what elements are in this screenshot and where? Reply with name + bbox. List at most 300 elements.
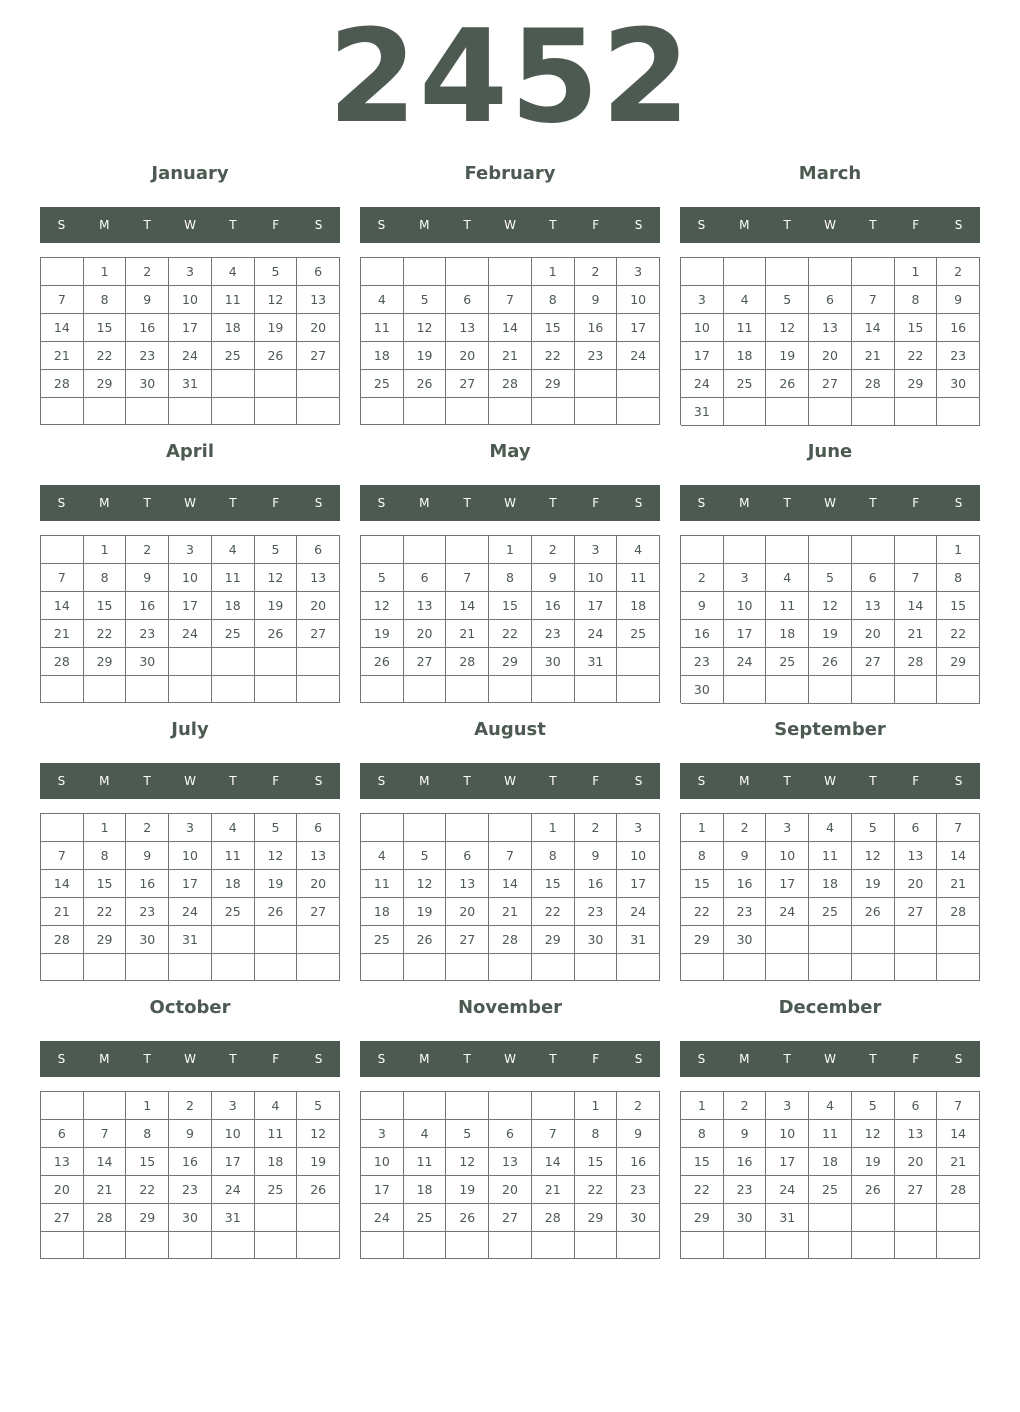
day-cell: 21 bbox=[446, 620, 489, 648]
weekday-label: S bbox=[954, 1052, 963, 1066]
day-cell: 2 bbox=[724, 1092, 767, 1120]
empty-day-cell bbox=[126, 676, 169, 703]
weekday-label: S bbox=[314, 496, 323, 510]
weekday-header bbox=[40, 207, 340, 243]
empty-day-cell bbox=[361, 258, 404, 286]
day-cell: 22 bbox=[84, 342, 127, 370]
empty-day-cell bbox=[169, 1232, 212, 1259]
day-cell: 20 bbox=[446, 898, 489, 926]
weekday-header bbox=[360, 763, 660, 799]
empty-day-cell bbox=[852, 536, 895, 564]
weekday-label: T bbox=[143, 774, 151, 788]
day-cell: 6 bbox=[41, 1120, 84, 1148]
weekday-label: F bbox=[912, 1052, 920, 1066]
empty-day-cell bbox=[895, 954, 938, 981]
day-cell: 28 bbox=[41, 648, 84, 676]
day-grid bbox=[40, 1091, 340, 1259]
month-name: January bbox=[151, 163, 229, 184]
month-april bbox=[40, 434, 340, 704]
day-cell: 20 bbox=[852, 620, 895, 648]
day-cell: 25 bbox=[809, 898, 852, 926]
day-cell: 21 bbox=[937, 1148, 980, 1176]
day-cell: 22 bbox=[575, 1176, 618, 1204]
day-cell: 6 bbox=[895, 814, 938, 842]
day-cell: 10 bbox=[766, 1120, 809, 1148]
empty-day-cell bbox=[809, 1204, 852, 1232]
empty-day-cell bbox=[766, 676, 809, 704]
day-cell: 10 bbox=[212, 1120, 255, 1148]
empty-day-cell bbox=[766, 536, 809, 564]
month-name: February bbox=[464, 163, 556, 184]
day-cell: 23 bbox=[681, 648, 724, 676]
weekday-label: T bbox=[869, 496, 877, 510]
empty-day-cell bbox=[361, 814, 404, 842]
day-cell: 8 bbox=[532, 286, 575, 314]
weekday-label: T bbox=[783, 218, 791, 232]
day-cell: 26 bbox=[446, 1204, 489, 1232]
empty-day-cell bbox=[169, 676, 212, 703]
day-cell: 3 bbox=[681, 286, 724, 314]
day-cell: 29 bbox=[681, 1204, 724, 1232]
day-cell: 17 bbox=[169, 314, 212, 342]
day-cell: 8 bbox=[681, 842, 724, 870]
weekday-label: T bbox=[143, 218, 151, 232]
day-cell: 23 bbox=[126, 898, 169, 926]
empty-day-cell bbox=[297, 926, 340, 954]
day-cell: 29 bbox=[575, 1204, 618, 1232]
day-cell: 4 bbox=[212, 814, 255, 842]
day-cell: 25 bbox=[212, 620, 255, 648]
weekday-label: F bbox=[272, 496, 280, 510]
day-cell: 28 bbox=[532, 1204, 575, 1232]
empty-day-cell bbox=[937, 1232, 980, 1259]
weekday-label: S bbox=[697, 218, 706, 232]
empty-day-cell bbox=[681, 536, 724, 564]
day-cell: 19 bbox=[361, 620, 404, 648]
day-cell: 4 bbox=[361, 286, 404, 314]
day-cell: 27 bbox=[41, 1204, 84, 1232]
empty-day-cell bbox=[361, 676, 404, 703]
weekday-label: T bbox=[783, 774, 791, 788]
day-cell: 9 bbox=[724, 842, 767, 870]
day-cell: 30 bbox=[126, 926, 169, 954]
day-cell: 17 bbox=[681, 342, 724, 370]
empty-day-cell bbox=[41, 398, 84, 425]
weekday-header bbox=[40, 485, 340, 521]
day-cell: 7 bbox=[41, 286, 84, 314]
day-cell: 6 bbox=[297, 814, 340, 842]
weekday-label: W bbox=[504, 774, 516, 788]
day-cell: 16 bbox=[724, 870, 767, 898]
day-cell: 29 bbox=[681, 926, 724, 954]
day-cell: 25 bbox=[361, 370, 404, 398]
day-cell: 15 bbox=[532, 870, 575, 898]
day-cell: 27 bbox=[895, 898, 938, 926]
empty-day-cell bbox=[575, 954, 618, 981]
day-cell: 20 bbox=[297, 314, 340, 342]
day-cell: 10 bbox=[617, 286, 660, 314]
empty-day-cell bbox=[446, 954, 489, 981]
weekday-header bbox=[40, 1041, 340, 1077]
day-cell: 16 bbox=[575, 314, 618, 342]
day-cell: 21 bbox=[41, 898, 84, 926]
day-grid bbox=[360, 813, 660, 981]
month-may bbox=[360, 434, 660, 704]
day-cell: 19 bbox=[852, 870, 895, 898]
day-cell: 27 bbox=[489, 1204, 532, 1232]
empty-day-cell bbox=[532, 1092, 575, 1120]
empty-day-cell bbox=[895, 398, 938, 426]
day-cell: 7 bbox=[852, 286, 895, 314]
day-cell: 12 bbox=[255, 564, 298, 592]
day-cell: 21 bbox=[41, 620, 84, 648]
month-name: November bbox=[457, 997, 563, 1018]
weekday-label: S bbox=[377, 774, 386, 788]
day-cell: 23 bbox=[937, 342, 980, 370]
day-cell: 28 bbox=[41, 370, 84, 398]
day-cell: 25 bbox=[212, 898, 255, 926]
day-cell: 1 bbox=[681, 814, 724, 842]
day-cell: 24 bbox=[169, 342, 212, 370]
empty-day-cell bbox=[404, 954, 447, 981]
empty-day-cell bbox=[489, 814, 532, 842]
day-cell: 9 bbox=[126, 564, 169, 592]
empty-day-cell bbox=[895, 676, 938, 704]
day-cell: 21 bbox=[852, 342, 895, 370]
weekday-label: M bbox=[419, 1052, 430, 1066]
day-cell: 8 bbox=[895, 286, 938, 314]
weekday-label: S bbox=[634, 774, 643, 788]
day-cell: 5 bbox=[255, 814, 298, 842]
day-cell: 2 bbox=[937, 258, 980, 286]
day-cell: 14 bbox=[489, 870, 532, 898]
day-grid bbox=[360, 535, 660, 703]
day-cell: 2 bbox=[724, 814, 767, 842]
day-cell: 23 bbox=[532, 620, 575, 648]
day-cell: 30 bbox=[126, 370, 169, 398]
day-cell: 11 bbox=[404, 1148, 447, 1176]
day-cell: 14 bbox=[532, 1148, 575, 1176]
day-cell: 18 bbox=[809, 1148, 852, 1176]
month-september bbox=[680, 712, 980, 982]
weekday-label: F bbox=[272, 218, 280, 232]
day-cell: 27 bbox=[852, 648, 895, 676]
month-name: October bbox=[149, 997, 231, 1018]
day-cell: 3 bbox=[169, 814, 212, 842]
day-cell: 10 bbox=[575, 564, 618, 592]
empty-day-cell bbox=[212, 1232, 255, 1259]
empty-day-cell bbox=[895, 926, 938, 954]
day-cell: 24 bbox=[681, 370, 724, 398]
empty-day-cell bbox=[575, 370, 618, 398]
day-cell: 6 bbox=[446, 286, 489, 314]
empty-day-cell bbox=[255, 370, 298, 398]
empty-day-cell bbox=[169, 648, 212, 676]
month-december bbox=[680, 990, 980, 1260]
empty-day-cell bbox=[255, 954, 298, 981]
empty-day-cell bbox=[212, 370, 255, 398]
day-cell: 18 bbox=[255, 1148, 298, 1176]
day-cell: 1 bbox=[895, 258, 938, 286]
day-cell: 5 bbox=[852, 814, 895, 842]
empty-day-cell bbox=[852, 258, 895, 286]
day-cell: 26 bbox=[809, 648, 852, 676]
day-cell: 21 bbox=[84, 1176, 127, 1204]
month-january bbox=[40, 156, 340, 426]
weekday-label: M bbox=[739, 774, 750, 788]
day-cell: 4 bbox=[724, 286, 767, 314]
weekday-label: T bbox=[549, 218, 557, 232]
day-cell: 28 bbox=[41, 926, 84, 954]
day-cell: 20 bbox=[297, 592, 340, 620]
month-name: June bbox=[807, 441, 853, 462]
day-grid bbox=[40, 535, 340, 703]
day-cell: 6 bbox=[895, 1092, 938, 1120]
day-cell: 16 bbox=[126, 592, 169, 620]
month-march bbox=[680, 156, 980, 426]
empty-day-cell bbox=[169, 398, 212, 425]
day-cell: 24 bbox=[766, 898, 809, 926]
day-grid bbox=[40, 813, 340, 981]
day-cell: 11 bbox=[361, 314, 404, 342]
day-cell: 8 bbox=[937, 564, 980, 592]
day-cell: 3 bbox=[617, 814, 660, 842]
empty-day-cell bbox=[84, 1092, 127, 1120]
month-name: July bbox=[171, 719, 209, 740]
day-cell: 17 bbox=[617, 314, 660, 342]
day-cell: 3 bbox=[361, 1120, 404, 1148]
weekday-label: T bbox=[463, 218, 471, 232]
day-cell: 20 bbox=[297, 870, 340, 898]
day-cell: 17 bbox=[766, 1148, 809, 1176]
day-cell: 20 bbox=[895, 870, 938, 898]
empty-day-cell bbox=[404, 258, 447, 286]
day-cell: 7 bbox=[895, 564, 938, 592]
day-cell: 29 bbox=[84, 370, 127, 398]
day-cell: 18 bbox=[212, 592, 255, 620]
day-cell: 11 bbox=[617, 564, 660, 592]
empty-day-cell bbox=[41, 954, 84, 981]
day-cell: 4 bbox=[212, 258, 255, 286]
day-cell: 8 bbox=[84, 286, 127, 314]
day-grid bbox=[360, 1091, 660, 1259]
month-name: December bbox=[778, 997, 882, 1018]
day-cell: 14 bbox=[937, 1120, 980, 1148]
weekday-label: S bbox=[634, 1052, 643, 1066]
weekday-label: F bbox=[592, 496, 600, 510]
day-cell: 13 bbox=[41, 1148, 84, 1176]
day-cell: 16 bbox=[532, 592, 575, 620]
day-cell: 23 bbox=[617, 1176, 660, 1204]
day-cell: 30 bbox=[681, 676, 724, 704]
day-cell: 14 bbox=[84, 1148, 127, 1176]
weekday-label: W bbox=[184, 218, 196, 232]
empty-day-cell bbox=[212, 676, 255, 703]
month-july bbox=[40, 712, 340, 982]
day-cell: 4 bbox=[809, 1092, 852, 1120]
weekday-label: S bbox=[954, 774, 963, 788]
weekday-label: S bbox=[57, 218, 66, 232]
month-november bbox=[360, 990, 660, 1260]
day-cell: 12 bbox=[809, 592, 852, 620]
weekday-label: S bbox=[634, 496, 643, 510]
weekday-label: M bbox=[99, 496, 110, 510]
weekday-label: T bbox=[549, 496, 557, 510]
day-cell: 29 bbox=[489, 648, 532, 676]
day-cell: 3 bbox=[766, 1092, 809, 1120]
day-cell: 22 bbox=[681, 898, 724, 926]
day-cell: 17 bbox=[361, 1176, 404, 1204]
day-cell: 19 bbox=[297, 1148, 340, 1176]
day-cell: 5 bbox=[404, 286, 447, 314]
month-june bbox=[680, 434, 980, 704]
empty-day-cell bbox=[446, 398, 489, 425]
empty-day-cell bbox=[937, 926, 980, 954]
day-cell: 5 bbox=[852, 1092, 895, 1120]
day-cell: 17 bbox=[617, 870, 660, 898]
empty-day-cell bbox=[617, 370, 660, 398]
day-cell: 16 bbox=[126, 314, 169, 342]
day-cell: 15 bbox=[489, 592, 532, 620]
weekday-header bbox=[680, 207, 980, 243]
day-cell: 24 bbox=[169, 620, 212, 648]
weekday-label: M bbox=[739, 218, 750, 232]
day-cell: 13 bbox=[297, 842, 340, 870]
empty-day-cell bbox=[489, 954, 532, 981]
day-cell: 19 bbox=[446, 1176, 489, 1204]
day-cell: 3 bbox=[617, 258, 660, 286]
day-cell: 21 bbox=[489, 898, 532, 926]
weekday-label: M bbox=[99, 774, 110, 788]
day-cell: 1 bbox=[681, 1092, 724, 1120]
day-cell: 27 bbox=[404, 648, 447, 676]
day-cell: 2 bbox=[617, 1092, 660, 1120]
day-cell: 28 bbox=[852, 370, 895, 398]
day-cell: 14 bbox=[895, 592, 938, 620]
empty-day-cell bbox=[852, 1232, 895, 1259]
day-cell: 4 bbox=[766, 564, 809, 592]
day-cell: 11 bbox=[724, 314, 767, 342]
month-february bbox=[360, 156, 660, 426]
weekday-label: F bbox=[592, 774, 600, 788]
empty-day-cell bbox=[809, 258, 852, 286]
day-cell: 5 bbox=[766, 286, 809, 314]
empty-day-cell bbox=[126, 954, 169, 981]
day-cell: 26 bbox=[404, 370, 447, 398]
day-cell: 31 bbox=[212, 1204, 255, 1232]
day-cell: 2 bbox=[532, 536, 575, 564]
day-cell: 10 bbox=[169, 286, 212, 314]
empty-day-cell bbox=[297, 370, 340, 398]
day-grid bbox=[360, 257, 660, 425]
day-cell: 7 bbox=[84, 1120, 127, 1148]
weekday-header bbox=[680, 763, 980, 799]
day-cell: 28 bbox=[84, 1204, 127, 1232]
weekday-label: S bbox=[954, 496, 963, 510]
day-cell: 25 bbox=[617, 620, 660, 648]
empty-day-cell bbox=[937, 676, 980, 704]
empty-day-cell bbox=[809, 1232, 852, 1259]
day-cell: 3 bbox=[724, 564, 767, 592]
empty-day-cell bbox=[681, 1232, 724, 1259]
weekday-label: M bbox=[419, 218, 430, 232]
day-cell: 13 bbox=[297, 286, 340, 314]
empty-day-cell bbox=[724, 258, 767, 286]
day-cell: 8 bbox=[84, 564, 127, 592]
day-cell: 30 bbox=[937, 370, 980, 398]
day-cell: 29 bbox=[532, 370, 575, 398]
day-cell: 23 bbox=[575, 898, 618, 926]
weekday-label: F bbox=[272, 774, 280, 788]
weekday-label: M bbox=[99, 1052, 110, 1066]
day-cell: 22 bbox=[126, 1176, 169, 1204]
day-cell: 16 bbox=[575, 870, 618, 898]
day-cell: 14 bbox=[41, 314, 84, 342]
day-cell: 14 bbox=[852, 314, 895, 342]
day-cell: 12 bbox=[446, 1148, 489, 1176]
day-cell: 1 bbox=[937, 536, 980, 564]
empty-day-cell bbox=[489, 1092, 532, 1120]
month-name: March bbox=[798, 163, 862, 184]
day-cell: 18 bbox=[404, 1176, 447, 1204]
weekday-label: T bbox=[549, 774, 557, 788]
day-cell: 22 bbox=[937, 620, 980, 648]
empty-day-cell bbox=[617, 398, 660, 425]
day-cell: 2 bbox=[126, 258, 169, 286]
day-cell: 19 bbox=[852, 1148, 895, 1176]
day-cell: 3 bbox=[169, 258, 212, 286]
day-cell: 15 bbox=[681, 870, 724, 898]
day-cell: 12 bbox=[404, 314, 447, 342]
empty-day-cell bbox=[895, 536, 938, 564]
weekday-label: M bbox=[739, 1052, 750, 1066]
day-cell: 2 bbox=[126, 536, 169, 564]
day-cell: 1 bbox=[575, 1092, 618, 1120]
day-cell: 10 bbox=[766, 842, 809, 870]
day-cell: 9 bbox=[575, 286, 618, 314]
empty-day-cell bbox=[84, 676, 127, 703]
day-cell: 13 bbox=[809, 314, 852, 342]
empty-day-cell bbox=[617, 1232, 660, 1259]
day-cell: 28 bbox=[446, 648, 489, 676]
day-cell: 6 bbox=[809, 286, 852, 314]
day-cell: 23 bbox=[126, 620, 169, 648]
empty-day-cell bbox=[404, 676, 447, 703]
day-cell: 23 bbox=[575, 342, 618, 370]
empty-day-cell bbox=[724, 676, 767, 704]
day-cell: 28 bbox=[937, 898, 980, 926]
empty-day-cell bbox=[937, 1204, 980, 1232]
weekday-label: F bbox=[592, 1052, 600, 1066]
empty-day-cell bbox=[489, 398, 532, 425]
month-name: August bbox=[474, 719, 546, 740]
day-cell: 20 bbox=[489, 1176, 532, 1204]
day-cell: 3 bbox=[575, 536, 618, 564]
day-cell: 29 bbox=[895, 370, 938, 398]
empty-day-cell bbox=[41, 676, 84, 703]
day-cell: 30 bbox=[575, 926, 618, 954]
day-cell: 14 bbox=[937, 842, 980, 870]
empty-day-cell bbox=[852, 1204, 895, 1232]
weekday-label: W bbox=[824, 496, 836, 510]
weekday-label: W bbox=[184, 1052, 196, 1066]
empty-day-cell bbox=[809, 954, 852, 981]
empty-day-cell bbox=[41, 258, 84, 286]
weekday-label: T bbox=[463, 774, 471, 788]
empty-day-cell bbox=[724, 954, 767, 981]
empty-day-cell bbox=[681, 258, 724, 286]
empty-day-cell bbox=[937, 954, 980, 981]
